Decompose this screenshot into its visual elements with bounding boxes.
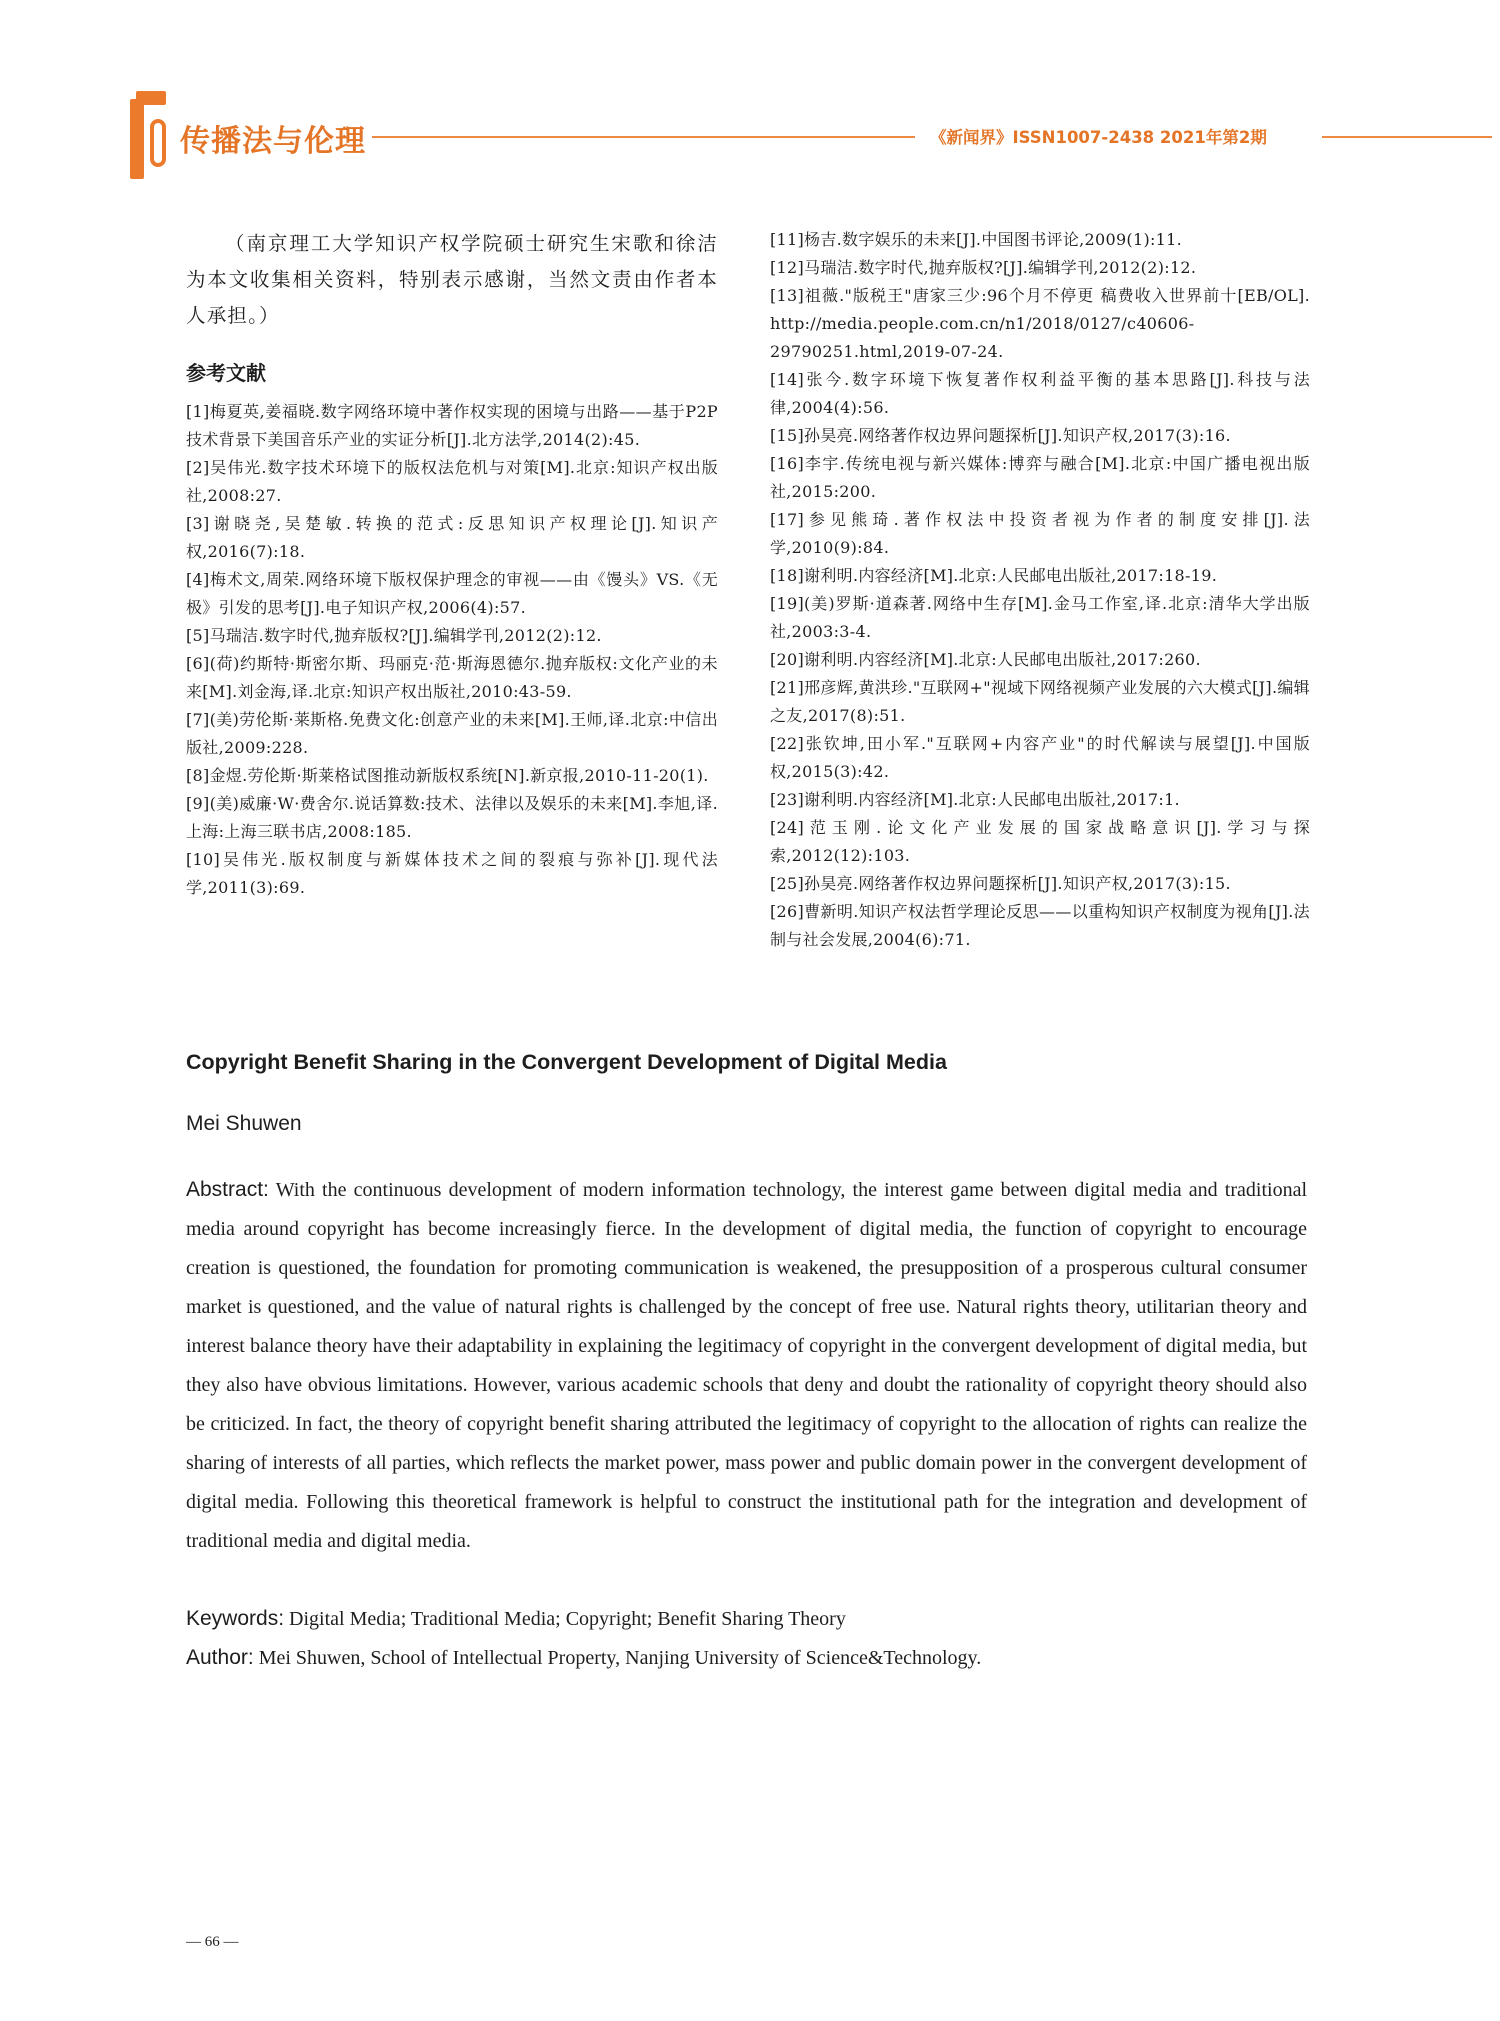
reference-item: [18]谢利明.内容经济[M].北京:人民邮电出版社,2017:18-19. [770,566,1218,585]
reference-item: [1]梅夏英,姜福晓.数字网络环境中著作权实现的困境与出路——基于P2P技术背景下美国音乐产业的实证分析[J].北方法学,2014(2):45. [186,402,718,449]
reference-item: [8]金煜.劳伦斯·斯莱格试图推动新版权系统[N].新京报,2010-11-20(1). [186,766,709,785]
reference-item: [13]祖薇."版税王"唐家三少:96个月不停更 稿费收入世界前十[EB/OL]. http://media.people.com.cn/n1/2018/0127/c40606-29790251.html,2019-07-24. [770,286,1310,361]
author-info: Mei Shuwen, School of Intellectual Property, Nanjing University of Science&Technology. [258,1647,982,1669]
english-author: Mei Shuwen [186,1112,302,1135]
acknowledgement: （南京理工大学知识产权学院硕士研究生宋歌和徐洁为本文收集相关资料，特别表示感谢，当然文责由作者本人承担。） [186,232,718,327]
section-name: 传播法与伦理 [180,124,366,159]
logo-core [150,119,166,167]
reference-item: [5]马瑞洁.数字时代,抛弃版权?[J].编辑学刊,2012(2):12. [186,626,602,645]
keywords-text: Digital Media; Traditional Media; Copyright; Benefit Sharing Theory [289,1608,846,1630]
page-number: — 66 — [186,1934,239,1950]
reference-item: [6](荷)约斯特·斯密尔斯、玛丽克·范·斯海恩德尔.抛弃版权:文化产业的未来[M].刘金海,译.北京:知识产权出版社,2010:43-59. [186,654,718,701]
reference-item: [23]谢利明.内容经济[M].北京:人民邮电出版社,2017:1. [770,790,1180,809]
abstract-text: With the continuous development of modern information technology, the interest game between digital media and traditional media around copyright has become increasingly fierce. In the development of digital media, the function of copyright to encourage creation is questioned, the foundation for promoting communication is weakened, the presupposition of a prosperous cultural consumer market is questioned, and the value of natural rights is challenged by the concept of free use. Natural rights theory, utilitarian theory and interest balance theory have their adaptability in explaining the legitimacy of copyright in the convergent development of digital media, but they also have obvious limitations. However, various academic schools that deny and doubt the rationality of copyright theory should also be criticized. In fact, the theory of copyright benefit sharing attributed the legitimacy of copyright to the allocation of rights can realize the sharing of interests of all parties, which reflects the market power, mass power and public domain power in the convergent development of digital media. Following this theoretical framework is helpful to construct the institutional path for the integration and development of traditional media and digital media. [186,1179,1307,1552]
keywords-label: Keywords: [186,1607,285,1630]
references-heading: 参考文献 [186,361,266,385]
reference-item: [9](美)威廉·W·费舍尔.说话算数:技术、法律以及娱乐的未来[M].李旭,译.上海:上海三联书店,2008:185. [186,794,718,841]
keywords-line [186,1599,1307,1639]
reference-item: [12]马瑞洁.数字时代,抛弃版权?[J].编辑学刊,2012(2):12. [770,258,1197,277]
abstract-label: Abstract: [186,1178,269,1201]
reference-item: [16]李宇.传统电视与新兴媒体:博弈与融合[M].北京:中国广播电视出版社,2015:200. [770,454,1310,501]
abstract-paragraph [186,1170,1307,1561]
reference-item: [14]张今.数字环境下恢复著作权利益平衡的基本思路[J].科技与法律,2004(4):56. [770,370,1310,417]
reference-item: [21]邢彦辉,黄洪珍."互联网+"视域下网络视频产业发展的六大模式[J].编辑之友,2017(8):51. [770,678,1310,725]
logo-bar-top [136,91,166,105]
reference-item: [11]杨吉.数字娱乐的未来[J].中国图书评论,2009(1):11. [770,230,1183,249]
reference-item: [4]梅术文,周荣.网络环境下版权保护理念的审视——由《馒头》VS.《无极》引发的思考[J].电子知识产权,2006(4):57. [186,570,718,617]
author-line [186,1638,1307,1678]
reference-item: [10]吴伟光.版权制度与新媒体技术之间的裂痕与弥补[J].现代法学,2011(3):69. [186,850,718,897]
reference-item: [7](美)劳伦斯·莱斯格.免费文化:创意产业的未来[M].王师,译.北京:中信出版社,2009:228. [186,710,718,757]
reference-item: [17]参见熊琦.著作权法中投资者视为作者的制度安排[J].法学,2010(9):84. [770,510,1310,557]
references-list-right [770,226,1310,954]
reference-item: [26]曹新明.知识产权法哲学理论反思——以重构知识产权制度为视角[J].法制与社会发展,2004(6):71. [770,902,1310,949]
section-logo [130,91,170,179]
header-rule-right [1322,136,1492,138]
reference-item: [25]孙昊亮.网络著作权边界问题探析[J].知识产权,2017(3):15. [770,874,1231,893]
author-label: Author: [186,1646,254,1669]
reference-item: [19](美)罗斯·道森著.网络中生存[M].金马工作室,译.北京:清华大学出版社,2003:3-4. [770,594,1310,641]
reference-item: [20]谢利明.内容经济[M].北京:人民邮电出版社,2017:260. [770,650,1201,669]
reference-item: [3]谢晓尧,吴楚敏.转换的范式:反思知识产权理论[J].知识产权,2016(7):18. [186,514,718,561]
logo-bar-left [130,99,144,179]
journal-info: 《新闻界》ISSN1007-2438 2021年第2期 [930,128,1267,147]
reference-item: [22]张钦坤,田小军."互联网+内容产业"的时代解读与展望[J].中国版权,2015(3):42. [770,734,1310,781]
reference-item: [15]孙昊亮.网络著作权边界问题探析[J].知识产权,2017(3):16. [770,426,1231,445]
header-rule-left [372,136,915,138]
reference-item: [2]吴伟光.数字技术环境下的版权法危机与对策[M].北京:知识产权出版社,2008:27. [186,458,718,505]
english-title: Copyright Benefit Sharing in the Convergent Development of Digital Media [186,1050,947,1074]
reference-item: [24]范玉刚.论文化产业发展的国家战略意识[J].学习与探索,2012(12):103. [770,818,1310,865]
left-column [186,226,718,902]
right-column [770,226,1310,954]
references-list-left [186,398,718,902]
